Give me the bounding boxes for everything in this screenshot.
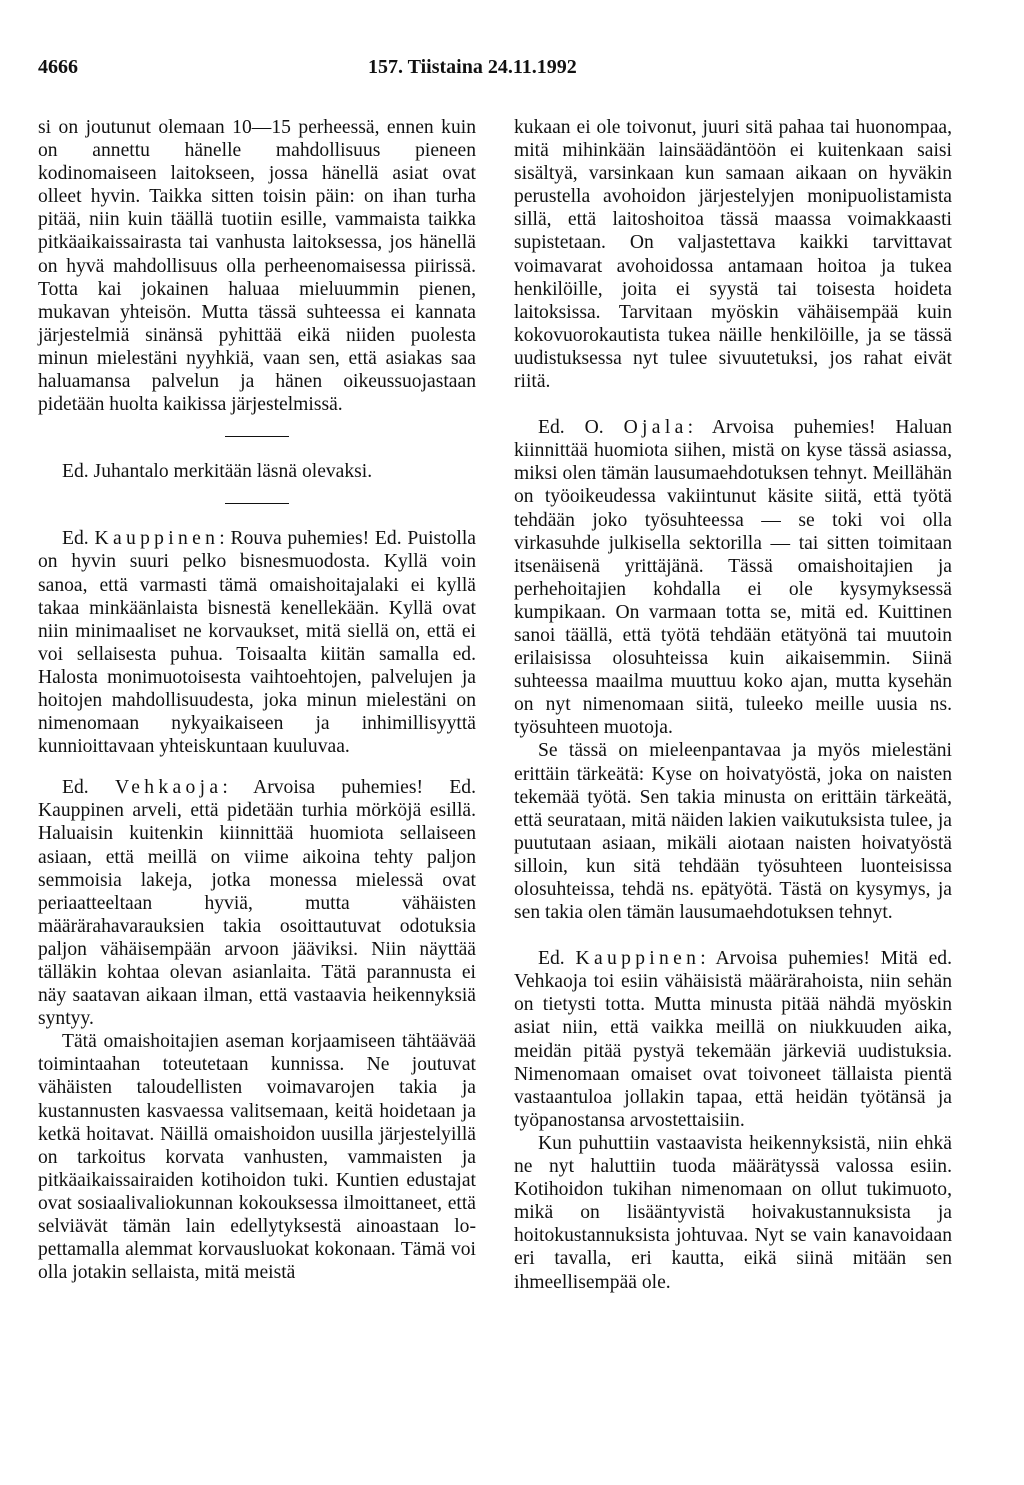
page-header xyxy=(38,56,986,86)
speech-text: : Arvoisa puhemies! Mitä ed. Vehkaoja toi esiin vähäisistä määrärahoista, niin sehän on tietysti totta. Mutta minusta pitää nähdä myöskin asiat niin, että vaikka meillä on niukkuuden aika, meidän pitää pystyä tekemään järkeviä uudistuksia. Nimenomaan omaiset ovat toivoneet tällaista pientä vastaantuloa jollakin tapaa, että heidän työtänsä ja työpanostansa arvostettaisiin. xyxy=(514,948,953,1131)
speech-prefix: Ed. xyxy=(62,777,115,799)
section-divider xyxy=(225,503,289,504)
speaker-name: Vehkaoja xyxy=(114,777,223,799)
speaker-name: Kauppinen xyxy=(575,948,701,970)
speech-kauppinen xyxy=(38,527,476,758)
left-paragraph-continued: si on joutunut olemaan 10—15 perheessä, ennen kuin on annettu hänelle mahdollisuus pieneen kodinomaiseen laitokseen, jossa hänellä asiat ovat olleet hyvin. Taikka sitten toisin päin: on ihan turha pitää, niin kuin täällä tuotiin esille, vammaista taikka pitkäaikaissairasta tai vanhusta laitoksessa, jos hänellä on hyvä mahdollisuus olla perheenomaisessa piirissä. Totta kai jokainen haluaa mieluummin pienen, mukavan yhteisön. Mutta tässä suhteessa ei kannata järjestelmiä sinänsä pyhittää eikä niiden puolesta minun mielestäni nyyhkiä, vaan sen, että asiakas saa haluamansa palvelun ja hänen oikeussuojastaan pidetään huolta kaikissa järjestelmissä. xyxy=(38,117,476,416)
right-paragraph-continued: kukaan ei ole toivonut, juuri sitä pahaa tai huonompaa, mitä mihinkään lainsäädäntöön ei kuitenkaan saisi sisältyä, varsinkaan kun samaan aikaan on hyväkin perustella avohoidon järjestelyjen monipuolistamista sillä, että laitoshoitoa tässä maassa voimakkaasti supistetaan. On valjastettava kaikki tarvittavat voimavarat avohoidossa antamaan hoitoa ja tukea henkilöille, joita ei syystä tai toisesta hoideta laitoksissa. Tarvitaan myöskin vähäisempää kuin kokovuorokautista tukea näille henkilöille, ja se tässä uudistuksessa nyt tulee sivuutetuksi, jos rahat eivät riitä. xyxy=(514,117,952,393)
left-column xyxy=(38,116,476,1284)
speech-prefix: Ed. O. xyxy=(538,417,624,439)
right-column xyxy=(514,116,952,1294)
speaker-name: Ojala xyxy=(623,417,688,439)
speaker-name: Kauppinen xyxy=(94,528,220,550)
attendance-notice: Ed. Juhantalo merkitään läsnä olevaksi. xyxy=(62,461,373,483)
speech-prefix: Ed. xyxy=(62,528,95,550)
speech-paragraph: Tätä omaishoitajien aseman korjaamiseen tähtäävää toimintaahan toteutetaan kunnissa. Ne joutuvat vähäisten taloudellisten voimavarojen takia ja kustannusten kasvaessa valitsemaan, keitä hoidetaan ja ketkä hoitavat. Näillä omaishoidon uusilla järjestelyillä on tarkoitus korvata vanhusten, vammaisten ja pitkäaikaissairaiden kotihoidon tuki. Kuntien edustajat ovat sosiaalivaliokunnan kokouksessa ilmoittaneet, että selviävät tämän lain edellytyksestä ainoastaan lopettamalla alemmat korvausluokat kokonaan. Tämä voi olla jotakin sellaista, mitä meistä xyxy=(38,1031,476,1284)
speech-prefix: Ed. xyxy=(538,948,576,970)
speech-paragraph: Kun puhuttiin vastaavista heikennyksistä, niin ehkä ne nyt haluttiin tuoda määrätyssä valossa esiin. Kotihoidon tukihan nimenomaan on ollut tukimuoto, mikä on lisääntyvistä hoivakustannuksista ja hoitokustannuksista johtuvaa. Nyt se vain kanavoidaan eri tavalla, eri kautta, eikä siinä mitään sen ihmeellisempää ole. xyxy=(514,1132,952,1293)
speech-kauppinen-2 xyxy=(514,947,952,1132)
running-head: 157. Tiistaina 24.11.1992 xyxy=(368,56,577,78)
speech-text: : Arvoisa puhemies! Haluan kiinnittää huomiota siihen, mistä on kyse tässä asiassa, miksi olen tämän lausumaehdotuksen tehnyt. Meillähän on työoikeudessa vakiintunut käsite siitä, että työtä tehdään joko työsuhteessa — se toki voi olla virkasuhde julkisella sektorilla — tai sitten toimitaan itsenäisenä yrittäjänä. Tässä omaishoitajien ja perhehoitajien kohdalla ei ole kysymyksessä kumpikaan. On varmaan totta se, mitä ed. Kuittinen sanoi täällä, että työtä tehdään etätyönä tai muutoin erilaisissa olosuhteissa kuin aikaisemmin. Siinä suhteessa maailma muuttuu koko ajan, mutta kysehän on nyt nimenomaan siitä, tuleeko meille uusia ns. työsuhteen muotoja. xyxy=(514,417,952,739)
section-divider xyxy=(225,436,289,437)
speech-text: : Arvoisa puhemies! Ed. Kauppinen arveli, että pidetään turhia mörköjä esillä. Haluaisin kuitenkin kiinnittää huomiota sellaiseen asiaan, että meillä on viime aikoina tehty paljon semmoisia lakeja, jotka monessa mielessä ovat periaatteeltaan hyviä, mutta vähäisten määrärahavarauksien takia osoittautuvat odotuksia paljon vähäisempään arvoon jääviksi. Niin näyttää tälläkin kohtaa olevan asianlaita. Tätä parannusta ei näy saatavan aikaan ilman, että vastaavia heikennyksiä syntyy. xyxy=(38,777,477,1030)
speech-paragraph: Se tässä on mieleenpantavaa ja myös mielestäni erittäin tärkeätä: Kyse on hoivatyöstä, joka on naisten tekemää työtä. Sen takia minusta on erittäin tärkeätä, että seurataan, mitä näiden lakien vaikutuksista tulee, ja puututaan asiaan, mikäli aiotaan naisten hoivatyöstä silloin, kun sitä tehdään työsuhteen luonteisissa olosuhteissa, tehdä ns. epätyötä. Tästä on kysymys, ja sen takia olen tämän lausumaehdotuksen tehnyt. xyxy=(514,740,952,924)
speech-ojala xyxy=(514,416,952,739)
page-number: 4666 xyxy=(38,56,78,78)
speech-vehkaoja xyxy=(38,776,476,1030)
speech-text: : Rouva puhemies! Ed. Puistolla on hyvin suuri pelko bisnesmuodosta. Kyllä voin sanoa, että varmasti tämä omaishoitajalaki ei kyllä takaa minkäänlaista bisnestä kenellekään. Kyllä ovat niin minimaaliset ne korvaukset, mitä siellä on, että ei voi sellaisesta puhua. Toisaalta kiitän samalla ed. Halosta monimuotoisesta vaihtoehtojen, palvelujen ja hoitojen mahdollisuudesta, joka minun mielestäni on nimenomaan nykyaikaiseen ja inhimillisyyttä kunnioittavaan yhteiskuntaan kuuluvaa. xyxy=(38,528,476,758)
